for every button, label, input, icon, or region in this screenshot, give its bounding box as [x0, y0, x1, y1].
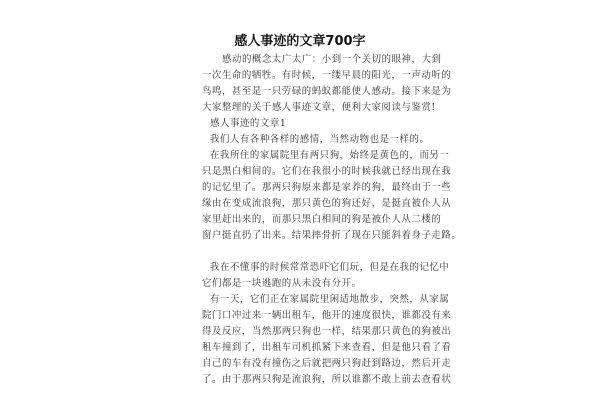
paragraph-line: 院门口冲过来一辆出租车，他开的速度很快，谁都没有来: [202, 310, 452, 321]
paragraph-line: 我们人有各种各样的感情，当然动物也是一样的。: [210, 134, 430, 145]
paragraph-line: 一次生命的牺牲。有时候，一缕早晨的阳光，一声动听的: [202, 70, 452, 81]
paragraph-line: 了。由于那两只狗是流浪狗，所以谁都不敢上前去查看状: [202, 374, 452, 385]
paragraph-line: 我在不懂事的时候常常恐吓它们玩，但是在我的记忆中: [210, 262, 450, 273]
paragraph-line: 在我所住的家属院里有两只狗，始终是黄色的，而另一: [210, 150, 450, 161]
paragraph-line: 大家整理的关于感人事迹文章，便利大家阅读与鉴赏!: [202, 102, 436, 113]
section-heading: 感人事迹的文章1: [210, 118, 287, 129]
paragraph-line: 感动的概念太广太广：小到一个关切的眼神，大到: [222, 54, 442, 65]
paragraph-line: 它们都是一块逃跑的从未没有分开。: [202, 278, 362, 289]
paragraph-line: 自己的车有没有撞伤之后就把两只狗赶到路边，然后开走: [202, 358, 452, 369]
paragraph-line: 有一天，它们正在家属院里闲适地散步，突然，从家属: [210, 294, 450, 305]
paragraph-line: 缘由在变成流浪狗，那只黄色的狗还好，是挺直被仆人从: [202, 198, 452, 209]
paragraph-line: 的记忆里了。那两只狗原来都是家养的狗，最终由于一些: [202, 182, 452, 193]
document-title: 感人事迹的文章700字: [234, 34, 366, 49]
paragraph-line: 得及反应，当然那两只狗也一样，结果那只黄色的狗被出: [202, 326, 452, 337]
paragraph-line: 租车撞到了，出租车司机抓紧下来查看，但是他只看了看: [202, 342, 452, 353]
paragraph-line: 鸟鸣，甚至是一只劳碌的蚂蚁都能使人感动。接下来是为: [202, 86, 452, 97]
paragraph-line: 家里赶出来的，而那只黑白相间的狗是被仆人从二楼的: [202, 214, 442, 225]
paragraph-line: 窗户挺直扔了出来。结果摔骨折了现在只能斜着身子走路。: [202, 230, 462, 241]
paragraph-line: 只是黑白相间的。它们在我很小的时候我就已经出现在我: [202, 166, 452, 177]
